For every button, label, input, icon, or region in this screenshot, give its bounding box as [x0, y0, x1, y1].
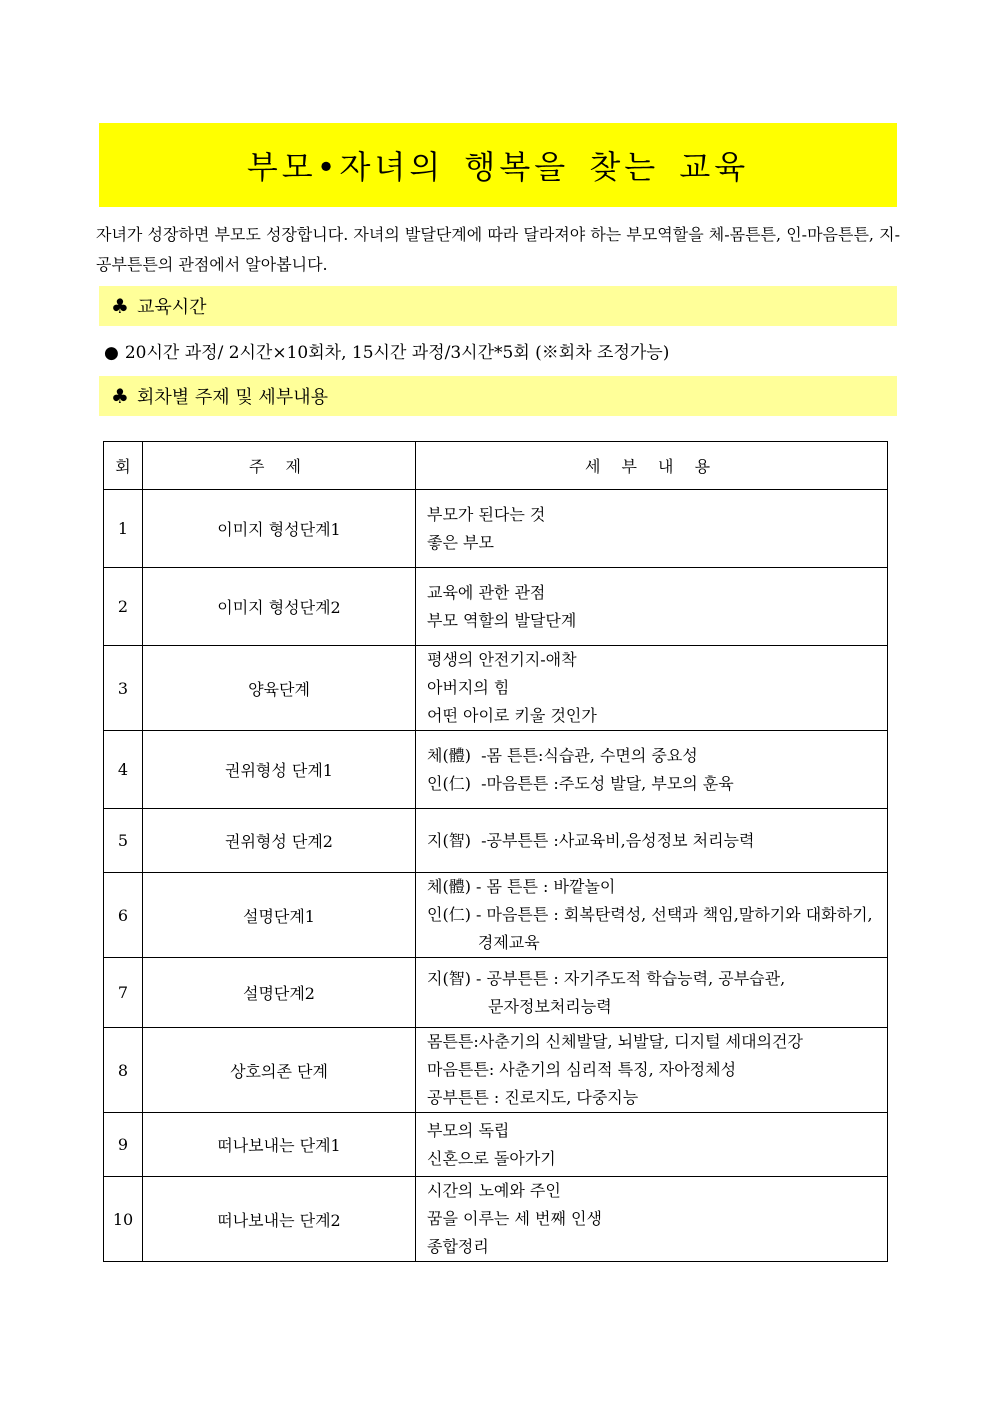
session-topic: 권위형성 단계1 [143, 731, 416, 809]
detail-line: 공부튼튼 : 진로지도, 다중지능 [427, 1088, 639, 1107]
table-row [104, 958, 888, 1028]
section-heading-schedule [99, 286, 897, 326]
header-no: 회 [104, 442, 143, 490]
detail-line: 몸튼튼:사춘기의 신체발달, 뇌발달, 디지털 세대의건강 [427, 1032, 803, 1051]
table-row [104, 731, 888, 809]
detail-line: 종합정리 [427, 1237, 489, 1256]
detail-line: 체(體) -몸 튼튼:식습관, 수면의 중요성 [427, 745, 698, 765]
section-label: 회차별 주제 및 세부내용 [136, 387, 328, 408]
session-topic: 떠나보내는 단계1 [143, 1113, 416, 1177]
detail-line: 시간의 노예와 주인 [427, 1181, 561, 1200]
session-details [416, 873, 888, 958]
schedule-text: 20시간 과정/ 2시간×10회차, 15시간 과정/3시간*5회 (※회차 조정가능) [124, 343, 670, 363]
table-row [104, 809, 888, 873]
session-topic: 설명단계1 [143, 873, 416, 958]
detail-line: 지(智) -공부튼튼 :사교육비,음성정보 처리능력 [427, 830, 755, 850]
session-details [416, 1028, 888, 1113]
session-number: 3 [104, 646, 143, 731]
table-row [104, 1028, 888, 1113]
header-details: 세 부 내 용 [416, 442, 888, 490]
session-number: 1 [104, 490, 143, 568]
session-details [416, 809, 888, 873]
session-number: 4 [104, 731, 143, 809]
session-details [416, 958, 888, 1028]
detail-line: 인(仁) -마음튼튼 :주도성 발달, 부모의 훈육 [427, 773, 734, 793]
table-row [104, 1113, 888, 1177]
detail-line: 부모 역할의 발달단계 [427, 610, 577, 630]
detail-line: 신혼으로 돌아가기 [427, 1148, 556, 1168]
detail-line: 마음튼튼: 사춘기의 심리적 특징, 자아정체성 [427, 1060, 737, 1079]
session-details [416, 1113, 888, 1177]
table-row [104, 568, 888, 646]
detail-line: 꿈을 이루는 세 번째 인생 [427, 1209, 602, 1228]
session-topic: 상호의존 단계 [143, 1028, 416, 1113]
detail-line: 체(體) - 몸 튼튼 : 바깥놀이 [427, 877, 616, 896]
session-topic: 권위형성 단계2 [143, 809, 416, 873]
detail-line: 부모가 된다는 것 [427, 504, 546, 524]
detail-line: 좋은 부모 [427, 532, 494, 552]
session-details [416, 568, 888, 646]
detail-line: 지(智) - 공부튼튼 : 자기주도적 학습능력, 공부습관, [427, 968, 786, 988]
session-number: 6 [104, 873, 143, 958]
table-row [104, 873, 888, 958]
club-icon: ♣ [111, 384, 129, 408]
session-topic: 양육단계 [143, 646, 416, 731]
session-topic: 이미지 형성단계2 [143, 568, 416, 646]
curriculum-table [103, 441, 888, 1262]
session-details [416, 490, 888, 568]
session-details [416, 1177, 888, 1262]
detail-line: 인(仁) - 마음튼튼 : 회복탄력성, 선택과 책임,말하기와 대화하기, [427, 905, 873, 924]
table-header-row [104, 442, 888, 490]
session-details [416, 646, 888, 731]
session-number: 7 [104, 958, 143, 1028]
section-label: 교육시간 [136, 297, 207, 318]
session-number: 10 [104, 1177, 143, 1262]
table-row [104, 646, 888, 731]
session-number: 8 [104, 1028, 143, 1113]
detail-line: 아버지의 힘 [427, 678, 510, 697]
session-topic: 설명단계2 [143, 958, 416, 1028]
bullet-icon: ● [104, 343, 119, 363]
page-title: 부모•자녀의 행복을 찾는 교육 [246, 148, 750, 186]
detail-line: 어떤 아이로 키울 것인가 [427, 706, 597, 725]
schedule-bullet [104, 338, 669, 363]
detail-line: 경제교육 [427, 933, 540, 952]
session-number: 2 [104, 568, 143, 646]
session-topic: 떠나보내는 단계2 [143, 1177, 416, 1262]
detail-line: 교육에 관한 관점 [427, 582, 546, 602]
club-icon: ♣ [111, 294, 129, 318]
detail-line: 문자정보처리능력 [427, 996, 612, 1016]
section-heading-topics [99, 376, 897, 416]
session-topic: 이미지 형성단계1 [143, 490, 416, 568]
detail-line: 부모의 독립 [427, 1120, 510, 1140]
table-row [104, 1177, 888, 1262]
detail-line: 평생의 안전기지-애착 [427, 650, 577, 669]
intro-paragraph: 자녀가 성장하면 부모도 성장합니다. 자녀의 발달단계에 따라 달라져야 하는 부모역할을 체-몸튼튼, 인-마음튼튼, 지-공부튼튼의 관점에서 알아봅니다. [96, 225, 900, 274]
header-topic: 주 제 [143, 442, 416, 490]
session-number: 5 [104, 809, 143, 873]
session-details [416, 731, 888, 809]
session-number: 9 [104, 1113, 143, 1177]
title-banner [99, 123, 897, 207]
table-row [104, 490, 888, 568]
